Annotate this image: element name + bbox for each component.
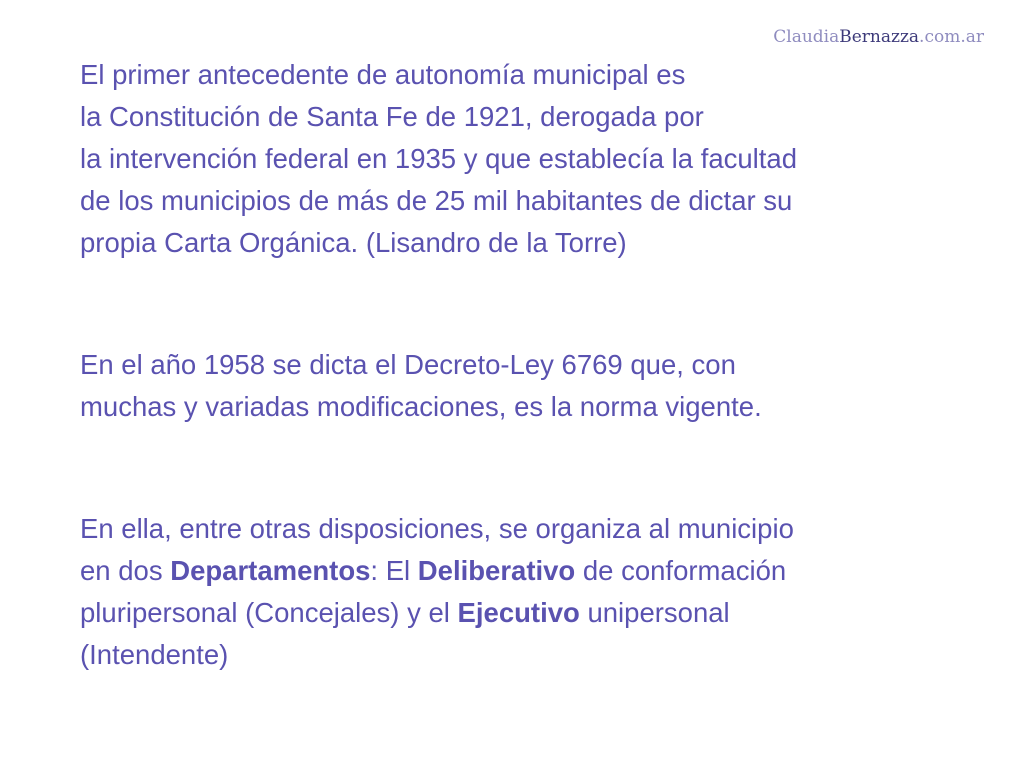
text-line — [80, 592, 980, 634]
text-line: de los municipios de más de 25 mil habitantes de dictar su — [80, 185, 793, 216]
text-segment: unipersonal — [579, 597, 730, 628]
text-line: En el año 1958 se dicta el Decreto-Ley 6769 que, con — [80, 349, 736, 380]
text-line: propia Carta Orgánica. (Lisandro de la Torre) — [80, 227, 627, 258]
slide-content — [80, 54, 980, 676]
brand-domain: .com.ar — [919, 27, 984, 47]
term-departamentos: Departamentos — [170, 555, 371, 586]
term-ejecutivo: Ejecutivo — [457, 597, 580, 628]
text-line: muchas y variadas modificaciones, es la norma vigente. — [80, 391, 762, 422]
text-line — [80, 550, 980, 592]
text-line: (Intendente) — [80, 639, 229, 670]
brand-logo — [773, 29, 984, 46]
text-line: la Constitución de Santa Fe de 1921, derogada por — [80, 101, 704, 132]
term-deliberativo: Deliberativo — [417, 555, 576, 586]
brand-second: Bernazza — [839, 27, 920, 47]
paragraph-autonomy-history — [80, 54, 980, 264]
paragraph-decree-law — [80, 344, 980, 428]
text-segment: : El — [370, 555, 418, 586]
text-line: En ella, entre otras disposiciones, se organiza al municipio — [80, 513, 794, 544]
text-segment: pluripersonal (Concejales) y el — [80, 597, 458, 628]
text-segment: en dos — [80, 555, 171, 586]
text-line: El primer antecedente de autonomía municipal es — [80, 59, 686, 90]
text-line: la intervención federal en 1935 y que establecía la facultad — [80, 143, 798, 174]
paragraph-departments — [80, 508, 980, 676]
brand-first: Claudia — [773, 27, 840, 47]
text-segment: de conformación — [575, 555, 787, 586]
